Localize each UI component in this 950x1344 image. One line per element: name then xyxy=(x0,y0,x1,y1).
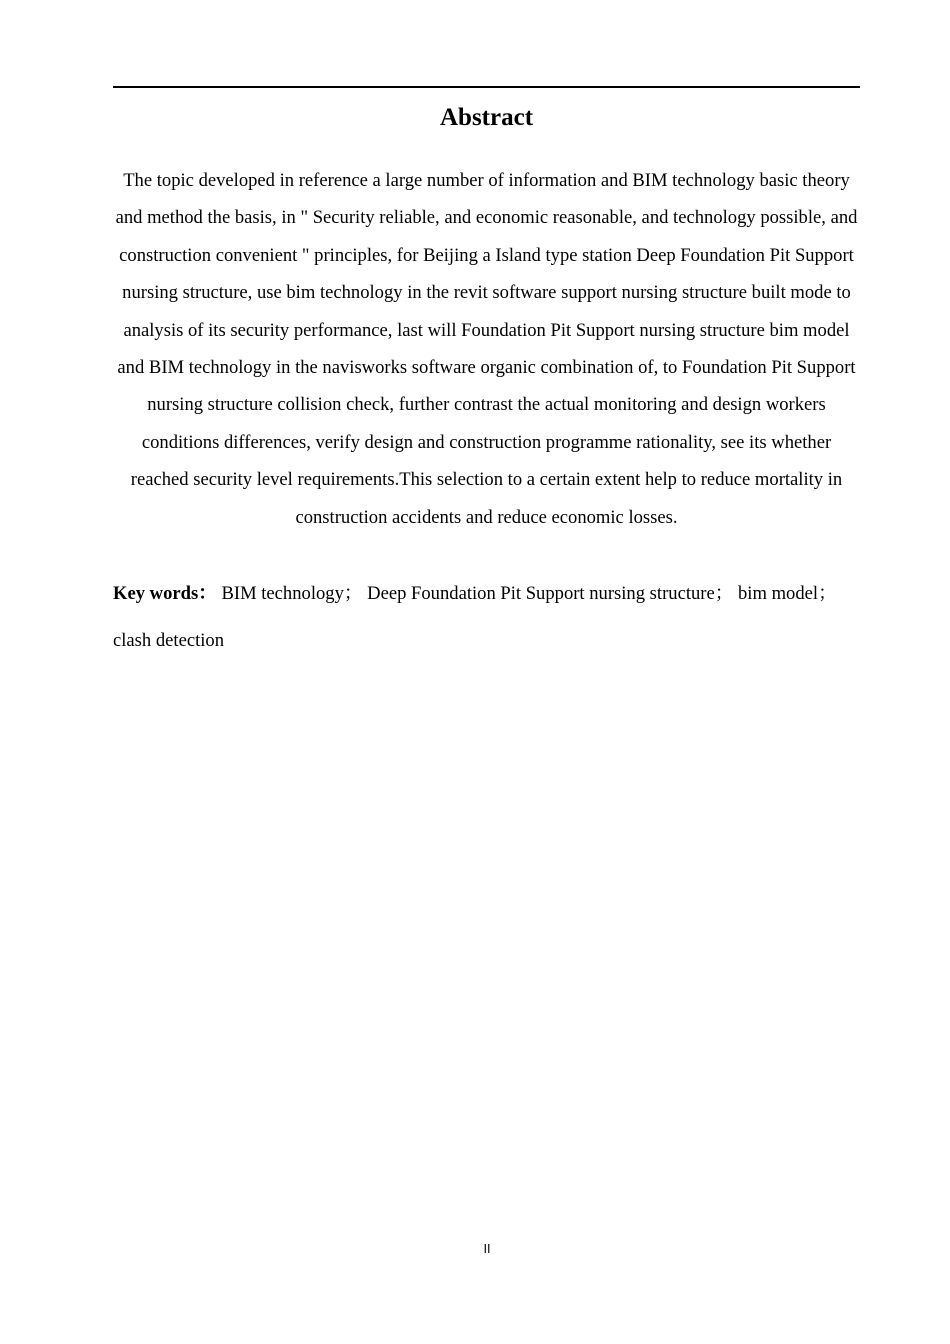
keyword-separator: ； xyxy=(343,583,363,604)
abstract-title: Abstract xyxy=(439,104,534,131)
keywords-line xyxy=(113,570,853,664)
keyword-item: Deep Foundation Pit Support nursing structure xyxy=(367,583,715,604)
header-rule xyxy=(113,86,860,88)
keyword-item: BIM technology xyxy=(221,583,344,604)
keyword-separator: ； xyxy=(818,583,837,604)
keyword-item: bim model xyxy=(738,583,819,604)
keyword-item: clash detection xyxy=(113,630,224,651)
keywords-colon: ： xyxy=(198,583,217,604)
abstract-body: The topic developed in reference a large number of information and BIM technology basic theory and method the basis, in " Security reliable, and economic reasonable, and technology possible, and construction convenient " principles, for Beijing a Island type station Deep Foundation Pit Support nursing structure, use bim technology in the revit software support nursing structure built mode to analysis of its security performance, last will Foundation Pit Support nursing structure bim model and BIM technology in the navisworks software organic combination of, to Foundation Pit Support nursing structure collision check, further contrast the actual monitoring and design workers conditions differences, verify design and construction programme rationality, see its whether reached security level requirements.This selection to a certain extent help to reduce mortality in construction accidents and reduce economic losses. xyxy=(115,170,858,528)
page-number: II xyxy=(483,1242,491,1256)
keywords-label: Key words xyxy=(113,583,199,604)
keyword-separator: ； xyxy=(714,583,734,604)
